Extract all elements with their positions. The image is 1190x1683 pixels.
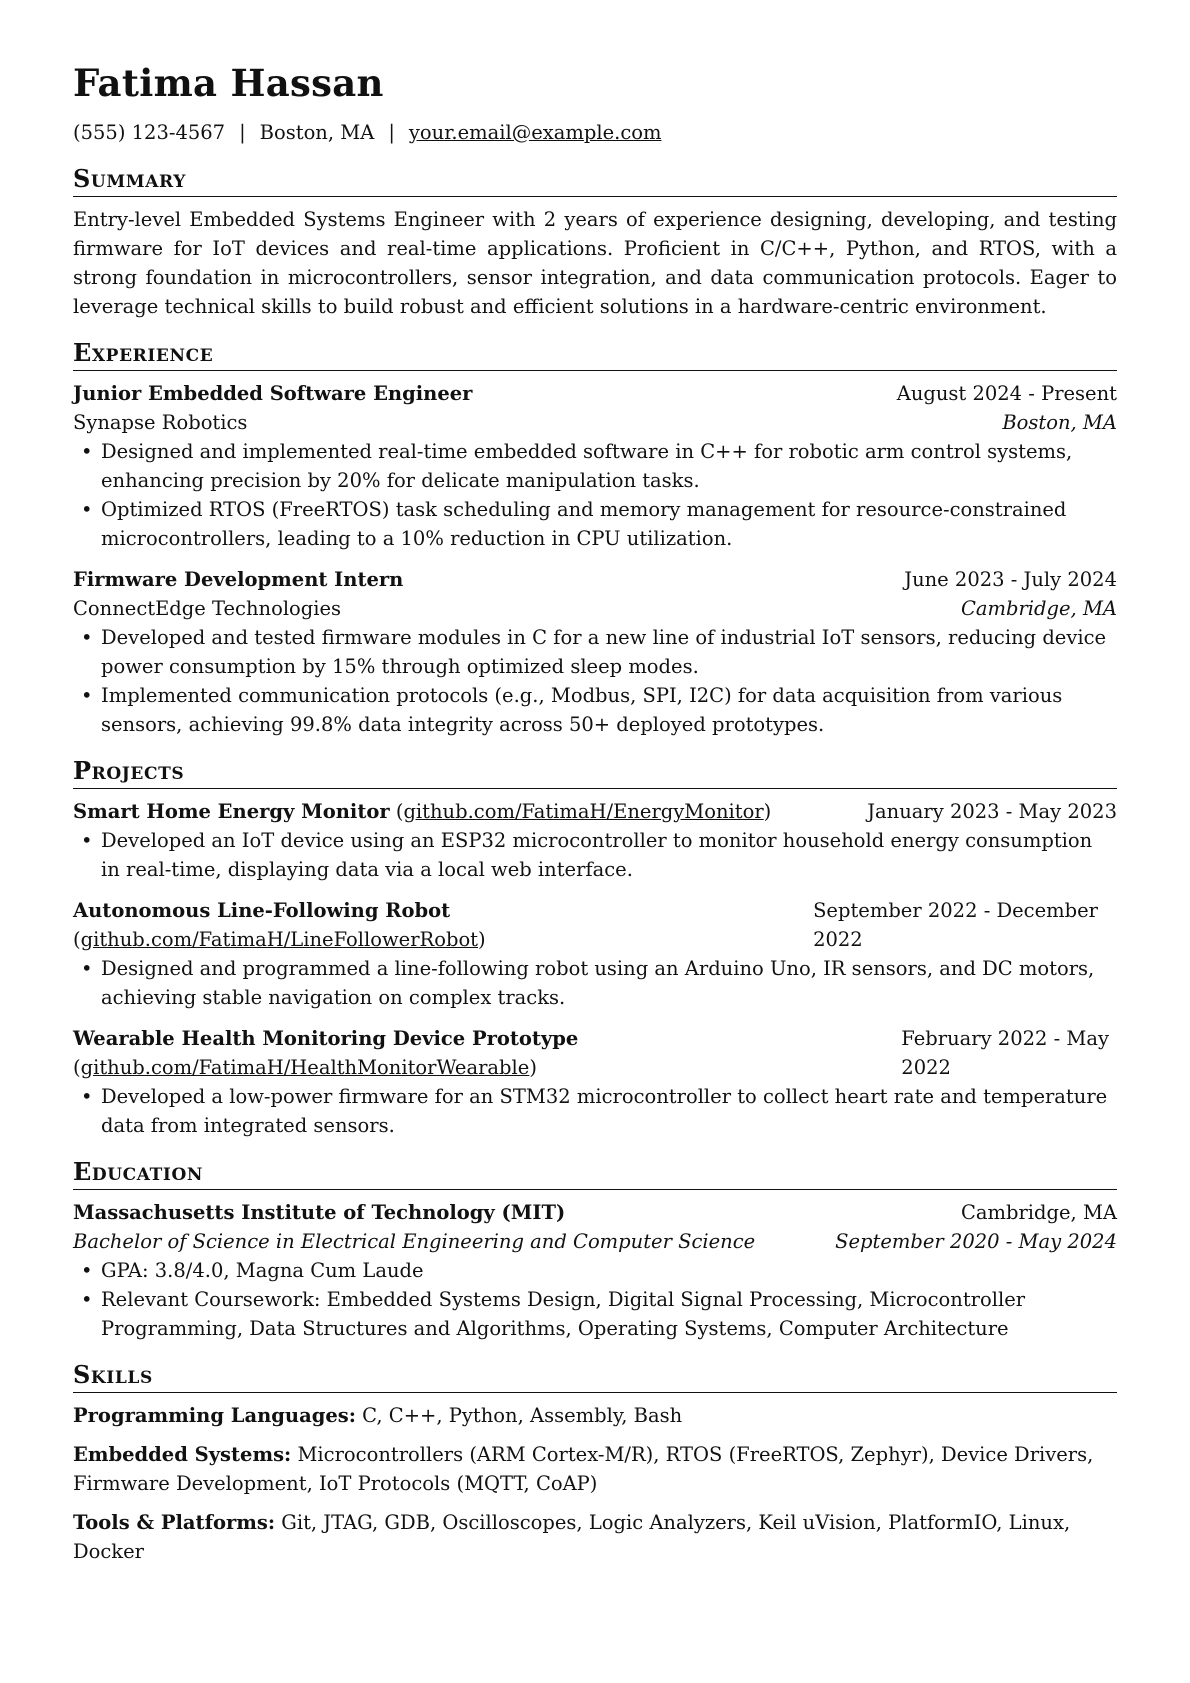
project-name: Autonomous Line-Following Robot bbox=[73, 899, 451, 922]
project-dates: February 2022 - May 2022 bbox=[901, 1027, 1110, 1079]
job-entry bbox=[73, 565, 1117, 739]
project-dates: September 2022 - December 2022 bbox=[813, 899, 1098, 951]
summary-text: Entry-level Embedded Systems Engineer with 2 years of experience designing, developing, and testing firmware for IoT devices and real-time applications. Proficient in C/C++, Python, and RTOS, with a strong foundation in microcontrollers, sensor integration, and data communication protocols. Eager to leverage technical skills to build robust and efficient solutions in a hardware-centric environment. bbox=[73, 208, 1117, 318]
email-link[interactable]: your.email@example.com bbox=[408, 121, 662, 144]
school-name: Massachusetts Institute of Technology (MIT) bbox=[73, 1201, 566, 1224]
skills-heading: Skills bbox=[73, 1359, 1117, 1393]
skill-row bbox=[73, 1401, 1117, 1430]
bullet-item: • Developed and tested firmware modules in C for a new line of industrial IoT sensors, reducing device power consumption by 15% through optimized sleep modes. bbox=[101, 623, 1117, 681]
project-bullets bbox=[73, 826, 1117, 884]
degree: Bachelor of Science in Electrical Engineering and Computer Science bbox=[73, 1230, 756, 1253]
project-entry: Wearable Health Monitoring Device Prototype (github.com/FatimaH/HealthMonitorWearable) February 2022 - May 2022 • Developed a low-power firmware for an STM32 microcontroller to collect heart rate and temperature data from integrated sensors. bbox=[73, 1024, 1117, 1140]
education-dates: September 2020 - May 2024 bbox=[835, 1230, 1117, 1253]
skill-value: Microcontrollers (ARM Cortex-M/R), RTOS (FreeRTOS, Zephyr), Device Drivers, Firmware Development, IoT Protocols (MQTT, CoAP) bbox=[73, 1443, 1094, 1495]
summary-heading: Summary bbox=[73, 163, 1117, 197]
bullet-item: • Designed and implemented real-time embedded software in C++ for robotic arm control systems, enhancing precision by 20% for delicate manipulation tasks. bbox=[101, 437, 1117, 495]
school-location: Cambridge, MA bbox=[960, 1201, 1117, 1224]
project-link[interactable]: github.com/FatimaH/LineFollowerRobot bbox=[80, 928, 479, 951]
project-link[interactable]: github.com/FatimaH/EnergyMonitor bbox=[403, 800, 764, 823]
bullet-item: • Designed and programmed a line-following robot using an Arduino Uno, IR sensors, and DC motors, achieving stable navigation on complex tracks. bbox=[101, 954, 1117, 1012]
education-section bbox=[73, 1198, 1117, 1343]
company-name: ConnectEdge Technologies bbox=[73, 597, 342, 620]
bullet-item: • Developed a low-power firmware for an STM32 microcontroller to collect heart rate and temperature data from integrated sensors. bbox=[101, 1082, 1117, 1140]
skill-row bbox=[73, 1508, 1117, 1566]
skill-value: C, C++, Python, Assembly, Bash bbox=[362, 1404, 683, 1427]
job-bullets bbox=[73, 623, 1117, 739]
company-name: Synapse Robotics bbox=[73, 411, 248, 434]
job-location: Boston, MA bbox=[1002, 411, 1117, 434]
experience-section bbox=[73, 379, 1117, 739]
location: Boston, MA bbox=[259, 121, 375, 144]
bullet-item: • GPA: 3.8/4.0, Magna Cum Laude bbox=[101, 1256, 1117, 1285]
project-dates: January 2023 - May 2023 bbox=[867, 800, 1117, 823]
skills-section bbox=[73, 1401, 1117, 1566]
project-name: Wearable Health Monitoring Device Prototype bbox=[73, 1027, 579, 1050]
job-title: Junior Embedded Software Engineer bbox=[73, 382, 473, 405]
contact-separator: | bbox=[388, 121, 395, 144]
education-bullets bbox=[73, 1256, 1117, 1343]
job-dates: August 2024 - Present bbox=[896, 382, 1117, 405]
project-name: Smart Home Energy Monitor bbox=[73, 800, 390, 823]
contact-line bbox=[73, 118, 1117, 147]
skill-label: Programming Languages: bbox=[73, 1404, 356, 1427]
skill-row bbox=[73, 1440, 1117, 1498]
skill-value: Git, JTAG, GDB, Oscilloscopes, Logic Analyzers, Keil uVision, PlatformIO, Linux, Docker bbox=[73, 1511, 1071, 1563]
skill-label: Embedded Systems: bbox=[73, 1443, 292, 1466]
job-bullets bbox=[73, 437, 1117, 553]
project-entry: Autonomous Line-Following Robot (github.com/FatimaH/LineFollowerRobot) September 2022 - December 2022 • Designed and programmed a line-following robot using an Arduino Uno, IR sensors, and DC motors, achieving stable navigation on complex tracks. bbox=[73, 896, 1117, 1012]
bullet-item: • Implemented communication protocols (e.g., Modbus, SPI, I2C) for data acquisition from various sensors, achieving 99.8% data integrity across 50+ deployed prototypes. bbox=[101, 681, 1117, 739]
project-entry: Smart Home Energy Monitor (github.com/FatimaH/EnergyMonitor) January 2023 - May 2023 • Developed an IoT device using an ESP32 microcontroller to monitor household energy consumption in real-time, displaying data via a local web interface. bbox=[73, 797, 1117, 884]
job-title: Firmware Development Intern bbox=[73, 568, 404, 591]
bullet-item: • Relevant Coursework: Embedded Systems Design, Digital Signal Processing, Microcontroller Programming, Data Structures and Algorithms, Operating Systems, Computer Architecture bbox=[101, 1285, 1117, 1343]
bullet-item: • Developed an IoT device using an ESP32 microcontroller to monitor household energy consumption in real-time, displaying data via a local web interface. bbox=[101, 826, 1117, 884]
contact-separator: | bbox=[239, 121, 246, 144]
project-bullets bbox=[73, 1082, 1117, 1140]
job-dates: June 2023 - July 2024 bbox=[904, 568, 1117, 591]
job-entry bbox=[73, 379, 1117, 553]
projects-heading: Projects bbox=[73, 755, 1117, 789]
projects-section bbox=[73, 797, 1117, 1140]
experience-heading: Experience bbox=[73, 337, 1117, 371]
project-bullets bbox=[73, 954, 1117, 1012]
job-location: Cambridge, MA bbox=[960, 597, 1117, 620]
phone-number: (555) 123-4567 bbox=[73, 121, 226, 144]
skill-label: Tools & Platforms: bbox=[73, 1511, 276, 1534]
bullet-item: • Optimized RTOS (FreeRTOS) task scheduling and memory management for resource-constrained microcontrollers, leading to a 10% reduction in CPU utilization. bbox=[101, 495, 1117, 553]
candidate-name: Fatima Hassan bbox=[73, 61, 384, 105]
education-heading: Education bbox=[73, 1156, 1117, 1190]
project-link[interactable]: github.com/FatimaH/HealthMonitorWearable bbox=[80, 1056, 530, 1079]
